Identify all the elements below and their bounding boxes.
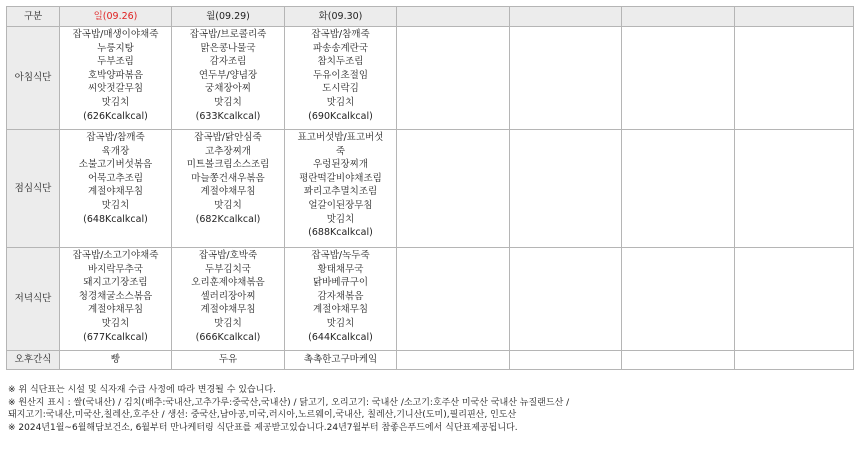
- menu-item: 오리훈제야채볶음: [191, 277, 265, 289]
- menu-item: 계절야채무침: [200, 186, 256, 198]
- lunch-day-4: [397, 130, 510, 248]
- menu-item: 잡곡밥/참깨죽: [86, 132, 145, 143]
- dinner-day-5: [510, 248, 622, 351]
- menu-item: 우렁된장찌개: [312, 159, 369, 171]
- menu-item: (644Kcalkcal): [308, 331, 373, 343]
- menu-item: 잡곡밥/호박죽: [198, 250, 258, 261]
- dinner-day-2: [172, 248, 285, 351]
- menu-item: 잡곡밥/참깨죽: [311, 29, 370, 40]
- menu-item: 계절야채무침: [312, 304, 369, 316]
- lunch-day-7: [735, 130, 854, 248]
- menu-item: 감자채볶음: [317, 290, 364, 302]
- lunch-day-2: [172, 130, 285, 248]
- lunch-row: [7, 130, 854, 248]
- row-label-lunch: 점심식단: [7, 130, 60, 248]
- menu-item: 소불고기버섯볶음: [78, 159, 153, 171]
- menu-item: 파송송계란국: [312, 42, 369, 54]
- dinner-day-3: [285, 248, 397, 351]
- snack-day-5: [510, 351, 622, 370]
- menu-item: 두유이초절임: [312, 69, 369, 81]
- menu-item: (677Kcalkcal): [83, 331, 148, 343]
- menu-item: 맛김치: [214, 96, 242, 108]
- lunch-day-6: [622, 130, 735, 248]
- menu-item: 잡곡밥/매생이야채죽: [72, 29, 159, 40]
- menu-item: 두유: [218, 354, 238, 366]
- menu-item: 꽈리고추멸치조림: [303, 186, 378, 198]
- menu-item: (633Kcalkcal): [195, 110, 261, 122]
- note-origin-2: 돼지고기:국내산,미국산,칠레산,호주산 / 생선: 중국산,남아공,미국,러시아,노르웨이,국내산, 칠레산,기니산(도미),필리핀산, 인도산: [8, 410, 517, 420]
- header-day-7: [735, 7, 854, 27]
- snack-day-3: [285, 351, 397, 370]
- header-day-6: [622, 7, 735, 27]
- menu-item: 청경채굴소스볶음: [78, 290, 153, 302]
- dinner-day-1: [60, 248, 172, 351]
- menu-item: 맛김치: [326, 96, 355, 108]
- breakfast-day-5: [510, 27, 622, 130]
- menu-item: 육개장: [101, 145, 130, 157]
- breakfast-day-3: [285, 27, 397, 130]
- menu-item: 맛김치: [101, 199, 130, 211]
- menu-item: (688Kcalkcal): [308, 227, 373, 239]
- meal-schedule-table: [6, 6, 854, 370]
- breakfast-day-2: [172, 27, 285, 130]
- menu-item: 잡곡밥/닭안심죽: [194, 132, 262, 143]
- note-provider: ※ 2024년1월~6월해담보건소, 6월부터 만나케터링 식단표를 제공받고있습니다.24년7월부터 참좋은푸드에서 식단표제공됩니다.: [8, 422, 518, 433]
- menu-item: 잡곡밥/브로콜리죽: [189, 29, 267, 40]
- header-day-2: 월(09.29): [172, 7, 285, 27]
- menu-item: 닭바베큐구이: [312, 277, 369, 289]
- menu-item: 호박양파볶음: [87, 69, 144, 81]
- menu-item: 맛김치: [214, 317, 242, 329]
- menu-item: 황태채무국: [317, 263, 364, 275]
- menu-item: 두부김치국: [205, 263, 251, 275]
- header-day-1: 일(09.26): [60, 7, 172, 27]
- lunch-day-1: [60, 130, 172, 248]
- menu-item: 누룽지탕: [97, 42, 134, 54]
- menu-item: 계절야채무침: [200, 304, 256, 316]
- menu-item: 마늘쫑건새우볶음: [191, 172, 265, 184]
- header-category-label: 구분: [7, 7, 60, 27]
- menu-item: 맑은콩나물국: [200, 42, 256, 54]
- menu-item: 참치두조림: [317, 56, 364, 68]
- menu-item: 맛김치: [101, 317, 130, 329]
- menu-item: 빵: [110, 354, 121, 366]
- dinner-row: [7, 248, 854, 351]
- snack-day-4: [397, 351, 510, 370]
- menu-item: 어묵고추조림: [87, 172, 144, 184]
- footnotes: [8, 384, 569, 434]
- lunch-day-5: [510, 130, 622, 248]
- menu-item: 맛김치: [101, 96, 130, 108]
- snack-row: [7, 351, 854, 370]
- breakfast-day-4: [397, 27, 510, 130]
- dinner-day-4: [397, 248, 510, 351]
- lunch-day-3: [285, 130, 397, 248]
- menu-item: 촉촉한고구마케잌: [303, 354, 378, 366]
- breakfast-day-6: [622, 27, 735, 130]
- menu-item: 두부조림: [97, 56, 134, 68]
- breakfast-day-7: [735, 27, 854, 130]
- menu-item: 고추장찌개: [205, 145, 251, 157]
- menu-item: 씨앗젓갈무침: [87, 83, 144, 95]
- row-label-snack: 오후간식: [7, 351, 60, 370]
- menu-item: 연두부/양념장: [198, 69, 258, 81]
- menu-item: (648Kcalkcal): [83, 213, 148, 225]
- note-origin-1: ※ 원산지 표시 : 쌀(국내산) / 김치(배추:국내산,고추가루:중국산,국내산) / 닭고기, 오리고기: 국내산 /소고기:호주산 미국산 국내산 뉴질랜드산 /: [8, 397, 570, 408]
- menu-item: 평란떡갈비야채조림: [299, 172, 382, 184]
- snack-day-2: [172, 351, 285, 370]
- dinner-day-6: [622, 248, 735, 351]
- snack-day-1: [60, 351, 172, 370]
- dinner-day-7: [735, 248, 854, 351]
- menu-item: 감자조림: [209, 56, 247, 68]
- menu-item: (626Kcalkcal): [83, 110, 148, 122]
- menu-item: 맛김치: [326, 317, 355, 329]
- menu-item: 얼갈이된장무침: [308, 199, 373, 211]
- menu-item: 표고버섯밥/표고버섯: [297, 132, 384, 143]
- menu-item: 돼지고기장조림: [83, 277, 148, 289]
- header-day-3: 화(09.30): [285, 7, 397, 27]
- menu-item: (666Kcalkcal): [195, 331, 261, 343]
- menu-item: 맛김치: [214, 199, 242, 211]
- menu-item: (682Kcalkcal): [195, 213, 261, 225]
- snack-day-6: [622, 351, 735, 370]
- menu-item: (690Kcalkcal): [308, 110, 373, 122]
- menu-item: 맛김치: [326, 213, 355, 225]
- menu-item: 미트볼크림소스조림: [186, 159, 270, 171]
- header-day-5: [510, 7, 622, 27]
- menu-item: 도시락김: [322, 83, 359, 95]
- menu-item: 계절야채무침: [87, 186, 144, 198]
- menu-item: 계절야채무침: [87, 304, 144, 316]
- header-day-4: [397, 7, 510, 27]
- table-header-row: [7, 7, 854, 27]
- menu-item: 잡곡밥/소고기야채죽: [72, 250, 159, 261]
- breakfast-day-1: [60, 27, 172, 130]
- menu-item: 잡곡밥/녹두죽: [311, 250, 370, 261]
- menu-item: 궁채장아찌: [205, 83, 251, 95]
- note-schedule-change: ※ 위 식단표는 시설 및 식자재 수급 사정에 따라 변경될 수 있습니다.: [8, 385, 276, 395]
- menu-item: 셀러리장아찌: [200, 290, 256, 302]
- breakfast-row: [7, 27, 854, 130]
- row-label-breakfast: 아침식단: [7, 27, 60, 130]
- snack-day-7: [735, 351, 854, 370]
- menu-item: 죽: [335, 145, 346, 157]
- row-label-dinner: 저녁식단: [7, 248, 60, 351]
- menu-item: 바지락무추국: [87, 263, 144, 275]
